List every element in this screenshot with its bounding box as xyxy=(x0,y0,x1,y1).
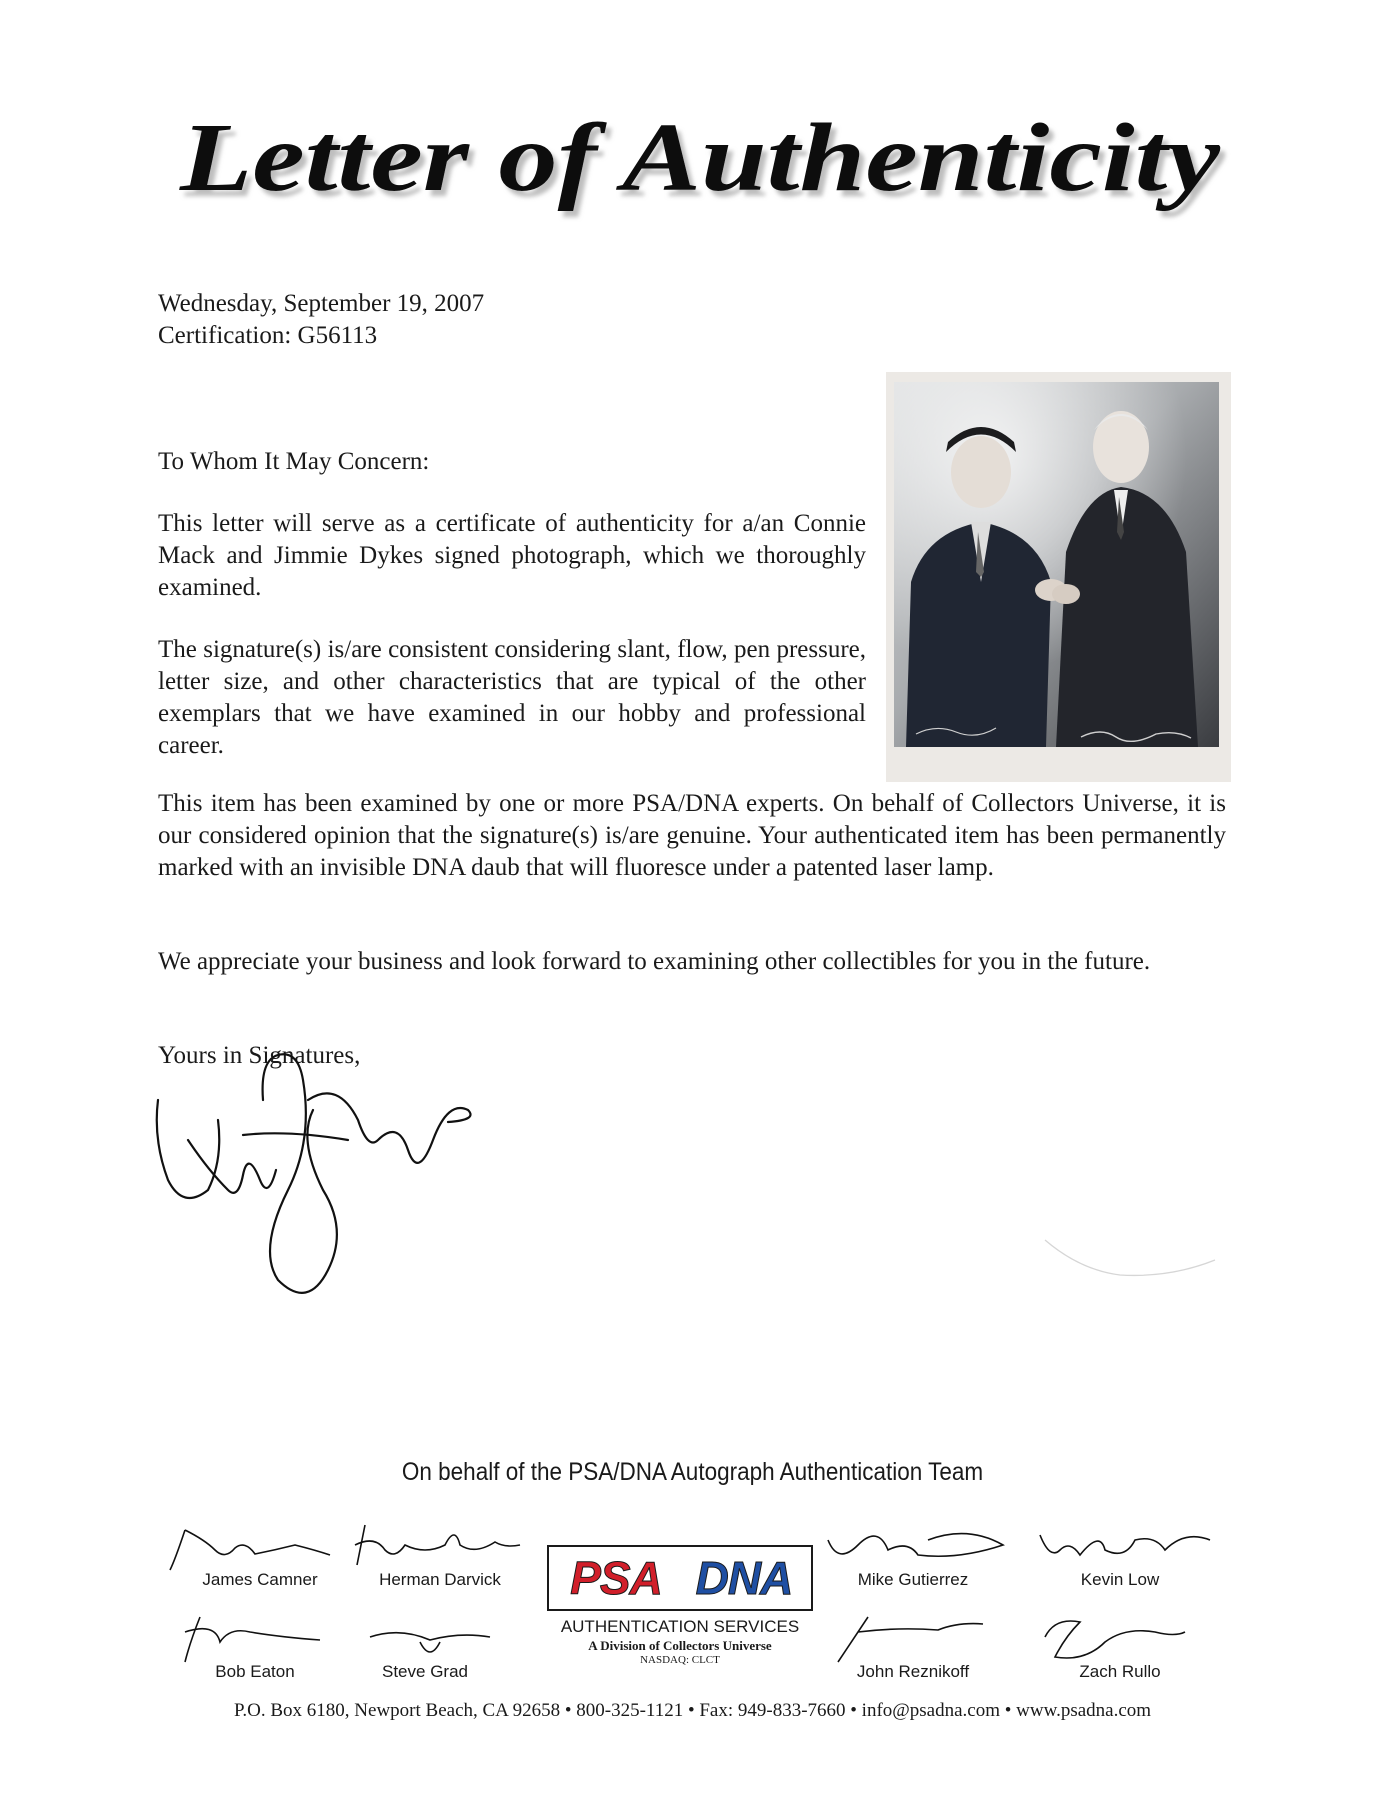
paragraph-consistency: The signature(s) is/are consistent considering slant, flow, pen pressure, letter size, and other characteristics that are typical of the other exemplars that we have examined in our hobby and professional career. xyxy=(158,636,866,759)
paragraph-certificate: This letter will serve as a certificate of authenticity for a/an Connie Mack and Jimmie Dykes signed photograph, which we thoroughly examined. xyxy=(158,510,866,601)
member-name: John Reznikoff xyxy=(856,1662,970,1681)
certification-number: Certification: G56113 xyxy=(158,322,378,349)
logo-division: A Division of Collectors Universe xyxy=(588,1638,772,1653)
member-james-camner xyxy=(165,1520,355,1590)
member-bob-eaton xyxy=(160,1612,350,1682)
letter-heading xyxy=(160,60,1240,260)
paragraph-examination: This item has been examined by one or more PSA/DNA experts. On behalf of Collectors Universe, it is our considered opinion that the signature(s) is/are genuine. Your authenticated item has been permanently marked with an invisible DNA daub that will fluoresce under a patented laser lamp. xyxy=(158,790,1226,881)
logo-services: AUTHENTICATION SERVICES xyxy=(560,1617,800,1636)
member-name: Bob Eaton xyxy=(215,1662,295,1681)
member-name: Mike Gutierrez xyxy=(857,1570,969,1589)
handwritten-signature xyxy=(148,1040,488,1300)
member-herman-darvick xyxy=(345,1520,535,1590)
member-steve-grad xyxy=(330,1612,520,1682)
member-john-reznikoff xyxy=(818,1612,1008,1682)
member-name: James Camner xyxy=(202,1570,318,1589)
member-kevin-low xyxy=(1025,1520,1215,1590)
salutation: To Whom It May Concern: xyxy=(158,448,430,475)
paragraph-appreciation: We appreciate your business and look forward to examining other collectibles for you in the future. xyxy=(158,948,1151,975)
letter-meta xyxy=(158,288,484,352)
psa-dna-logo xyxy=(545,1545,815,1685)
logo-dna-text: DNA xyxy=(680,1550,808,1606)
signed-photograph xyxy=(886,372,1231,782)
member-name: Steve Grad xyxy=(382,1662,468,1681)
member-name: Kevin Low xyxy=(1080,1570,1160,1589)
logo-psa-text: PSA xyxy=(552,1550,680,1606)
logo-box xyxy=(547,1545,813,1611)
logo-nasdaq: NASDAQ: CLCT xyxy=(640,1654,720,1666)
member-name: Herman Darvick xyxy=(379,1570,501,1589)
member-mike-gutierrez xyxy=(818,1520,1008,1590)
member-name: Zach Rullo xyxy=(1079,1662,1161,1681)
heading-text: Letter of Authenticity xyxy=(178,104,1221,212)
member-zach-rullo xyxy=(1025,1612,1215,1682)
faint-mark xyxy=(1040,1220,1220,1280)
letter-date: Wednesday, September 19, 2007 xyxy=(158,290,485,317)
contact-address: P.O. Box 6180, Newport Beach, CA 92658 • 800-325-1121 • Fax: 949-833-7660 • info@psadna.com • www.psadna.com xyxy=(233,1700,1152,1721)
team-title: On behalf of the PSA/DNA Autograph Authentication Team xyxy=(401,1458,984,1486)
closing-line: Yours in Signatures, xyxy=(158,1042,361,1069)
